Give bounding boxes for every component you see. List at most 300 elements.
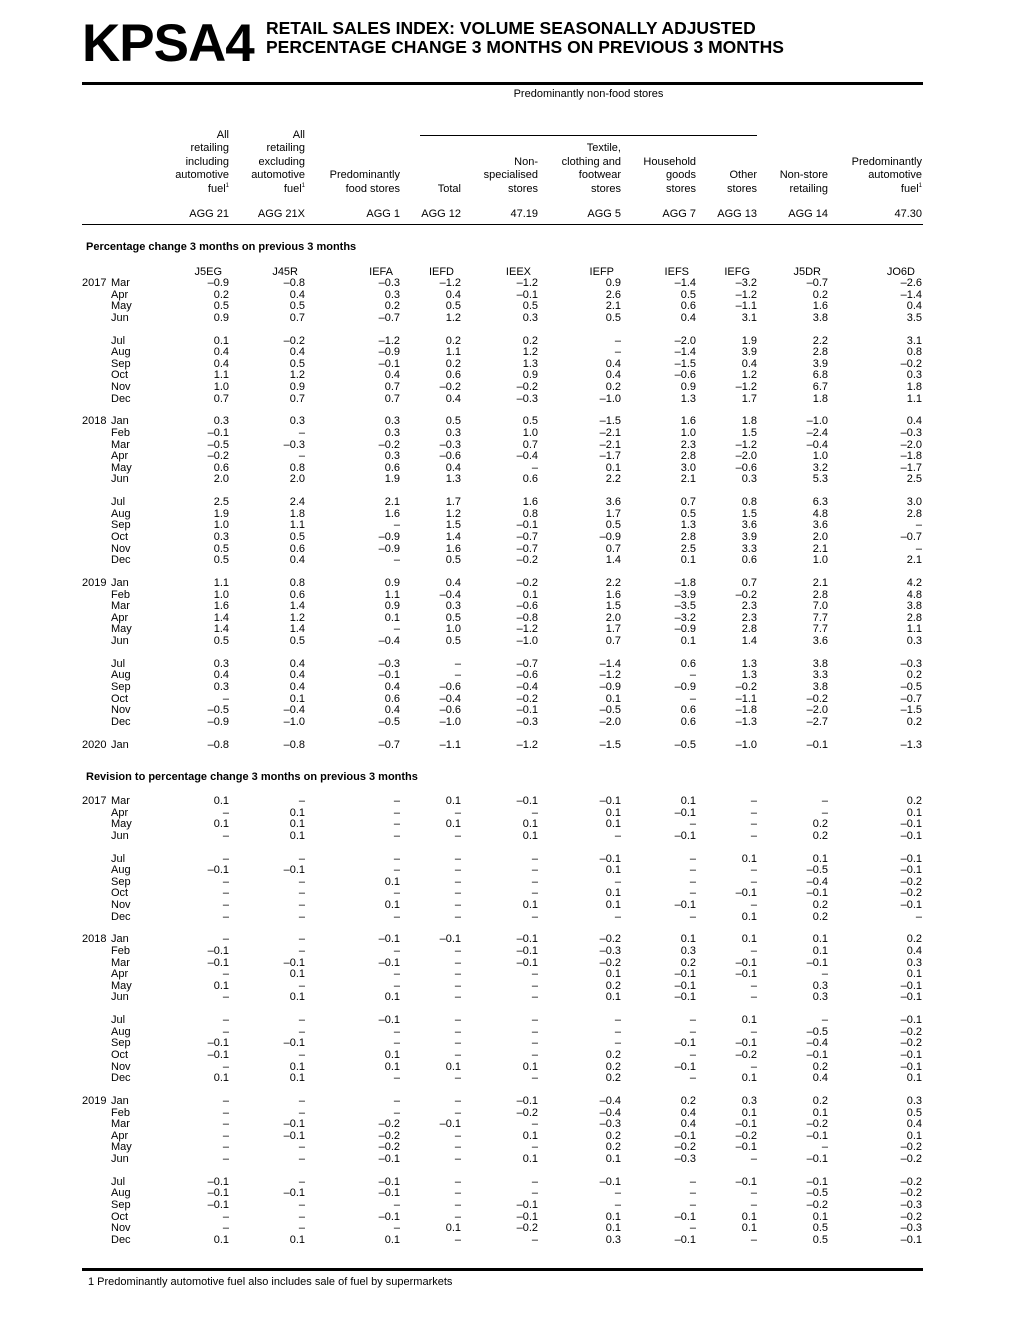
table-cell: –	[393, 1199, 400, 1211]
row-month: Oct	[111, 1049, 129, 1061]
table-cell: 2.8	[906, 507, 922, 520]
table-row	[82, 370, 923, 382]
column-header-line: goods	[666, 169, 696, 182]
table-row	[82, 969, 923, 981]
table-cell: 7.0	[812, 600, 828, 613]
table-row	[82, 981, 923, 993]
row-year: 2017	[82, 795, 107, 807]
table-cell: –2.0	[599, 715, 621, 728]
series-id: IEFA	[369, 266, 393, 278]
table-cell: –3.2	[674, 611, 696, 624]
table-cell: –0.1	[674, 899, 696, 911]
row-month: Feb	[111, 427, 130, 439]
table-cell: –0.7	[900, 692, 922, 705]
table-cell: 3.8	[812, 657, 828, 670]
table-row	[82, 509, 923, 521]
row-month: Nov	[111, 542, 131, 555]
table-cell: 3.8	[812, 311, 828, 324]
column-header-line: specialised	[483, 169, 538, 182]
table-cell: –	[222, 1153, 229, 1165]
table-cell: –	[222, 1095, 229, 1107]
row-year: 2017	[82, 277, 107, 289]
table-cell: –	[454, 968, 461, 981]
table-cell: –	[531, 461, 538, 474]
series-id: IEEX	[505, 266, 531, 278]
table-cell: 1.3	[680, 519, 696, 532]
table-cell: –	[222, 1014, 229, 1027]
row-year: 2019	[82, 577, 107, 589]
table-cell: 0.5	[906, 1106, 922, 1119]
table-cell: –0.3	[900, 657, 922, 670]
table-cell: –1.1	[735, 300, 757, 313]
table-cell: –	[689, 818, 696, 831]
table-cell: –	[750, 829, 757, 842]
table-cell: –	[750, 795, 757, 807]
row-year: 2018	[82, 415, 107, 428]
table-cell: –0.1	[283, 864, 305, 877]
table-cell: 0.2	[812, 899, 828, 911]
table-cell: 1.4	[741, 635, 757, 647]
row-month: Jul	[111, 334, 126, 347]
table-cell: –1.8	[674, 577, 696, 589]
table-cell: –0.2	[599, 933, 621, 946]
table-cell: 0.4	[445, 392, 461, 405]
row-month: Jan	[111, 415, 129, 428]
table-cell: 0.1	[289, 829, 305, 842]
table-cell: –	[298, 910, 305, 923]
table-cell: 1.0	[812, 450, 828, 463]
table-row	[82, 451, 923, 463]
table-row	[82, 900, 923, 912]
table-cell: –0.2	[516, 381, 538, 393]
table-cell: –	[689, 692, 696, 705]
table-cell: –0.9	[378, 531, 400, 543]
table-cell: 0.3	[522, 311, 538, 324]
aggregation-code: AGG 21X	[257, 208, 305, 220]
table-cell: –	[689, 1072, 696, 1085]
table-cell: –	[531, 1025, 538, 1038]
table-cell: 0.5	[680, 288, 696, 301]
table-cell: –0.1	[516, 1199, 538, 1211]
table-cell: 0.1	[812, 945, 828, 957]
table-cell: –1.2	[516, 623, 538, 636]
table-cell: 1.5	[445, 519, 461, 532]
series-id: IEFP	[589, 266, 614, 278]
table-cell: 0.4	[906, 945, 922, 957]
table-cell: –0.1	[900, 991, 922, 1004]
table-cell: –	[531, 875, 538, 888]
table-cell: –1.2	[516, 277, 538, 289]
table-cell: 2.1	[812, 577, 828, 589]
column-header	[780, 100, 828, 196]
table-cell: –0.1	[735, 968, 757, 981]
table-cell: –2.0	[806, 704, 828, 717]
table-cell: –0.2	[378, 1129, 400, 1142]
table-cell: –0.3	[439, 438, 461, 451]
table-cell: –0.6	[439, 681, 461, 693]
table-cell: 1.9	[741, 334, 757, 347]
column-header-line: clothing and	[561, 155, 621, 168]
table-cell: –0.5	[378, 715, 400, 728]
column-header	[852, 100, 922, 196]
table-cell: –1.0	[516, 635, 538, 647]
table-cell: 0.3	[906, 635, 922, 647]
table-cell: 0.5	[213, 300, 229, 313]
table-cell: 0.4	[906, 300, 922, 313]
table-cell: –	[614, 1199, 621, 1211]
series-id: J5EG	[194, 266, 222, 278]
table-cell: –0.2	[599, 956, 621, 969]
table-cell: 0.5	[605, 311, 621, 324]
table-cell: –0.1	[900, 818, 922, 831]
table-cell: –0.1	[806, 738, 828, 751]
table-cell: –0.7	[806, 277, 828, 289]
table-cell: –0.7	[378, 738, 400, 751]
table-cell: 2.0	[605, 611, 621, 624]
table-cell: 0.1	[741, 1210, 757, 1223]
row-month: Nov	[111, 1222, 131, 1235]
table-row	[82, 474, 923, 486]
table-cell: –1.0	[283, 715, 305, 728]
row-month: Feb	[111, 945, 130, 957]
table-cell: 0.1	[384, 875, 400, 888]
table-cell: –	[393, 1095, 400, 1107]
row-month: Jan	[111, 933, 129, 946]
table-cell: 0.4	[812, 1072, 828, 1085]
column-header-line: stores	[666, 182, 696, 195]
table-cell: 0.7	[289, 392, 305, 405]
table-cell: 1.0	[213, 588, 229, 601]
table-cell: –0.7	[516, 542, 538, 555]
row-month: Sep	[111, 357, 131, 370]
column-header-line: Total	[437, 182, 461, 195]
table-cell: 0.5	[289, 300, 305, 313]
table-cell: 1.5	[605, 600, 621, 613]
table-cell: 0.4	[906, 415, 922, 428]
table-cell: 0.1	[741, 1106, 757, 1119]
table-cell: –0.6	[735, 461, 757, 474]
row-month: Sep	[111, 1199, 131, 1211]
table-cell: –0.1	[806, 887, 828, 900]
table-cell: 1.7	[445, 496, 461, 509]
table-cell: 6.7	[812, 381, 828, 393]
table-cell: –0.1	[806, 1129, 828, 1142]
table-cell: –0.1	[674, 979, 696, 992]
table-cell: –	[393, 910, 400, 923]
table-cell: –0.3	[900, 1199, 922, 1211]
column-header	[727, 100, 757, 196]
table-cell: –0.2	[516, 554, 538, 567]
table-cell: 0.3	[213, 681, 229, 693]
table-cell: –0.3	[900, 427, 922, 439]
table-cell: 0.3	[605, 1233, 621, 1246]
table-cell: 0.3	[213, 415, 229, 428]
table-cell: 3.9	[812, 357, 828, 370]
table-cell: 0.8	[906, 346, 922, 359]
table-cell: 1.0	[812, 554, 828, 567]
table-cell: –	[454, 1014, 461, 1027]
table-row	[82, 301, 923, 313]
column-header-line: Household	[643, 155, 696, 168]
table-cell: –0.1	[599, 795, 621, 807]
table-cell: –	[821, 1014, 828, 1027]
table-cell: –0.2	[674, 1141, 696, 1154]
title-line-2: PERCENTAGE CHANGE 3 MONTHS ON PREVIOUS 3 MONTHS	[266, 37, 784, 57]
table-cell: 1.6	[605, 588, 621, 601]
table-cell: 0.8	[522, 507, 538, 520]
table-cell: –	[689, 910, 696, 923]
table-cell: –0.3	[516, 715, 538, 728]
table-cell: 0.9	[384, 577, 400, 589]
aggregation-code: AGG 1	[366, 208, 400, 220]
table-cell: –0.7	[516, 531, 538, 543]
table-row	[82, 1131, 923, 1143]
table-cell: 1.8	[289, 507, 305, 520]
series-id: IEFS	[664, 266, 689, 278]
table-cell: 2.5	[680, 542, 696, 555]
table-cell: 0.1	[522, 899, 538, 911]
table-cell: 0.1	[522, 1153, 538, 1165]
table-cell: 0.2	[812, 1095, 828, 1107]
column-header-line: Textile,	[586, 142, 621, 155]
column-header-line-wrap	[852, 183, 922, 196]
table-cell: 0.6	[213, 461, 229, 474]
row-month: Oct	[111, 692, 129, 705]
table-cell: 0.4	[289, 346, 305, 359]
table-cell: 1.5	[741, 507, 757, 520]
table-cell: –	[222, 1141, 229, 1154]
table-cell: –	[750, 945, 757, 957]
table-row	[82, 1223, 923, 1235]
table-cell: –1.2	[599, 669, 621, 682]
column-header-line: Predominantly	[329, 169, 400, 182]
table-cell: –	[915, 519, 922, 532]
table-row	[82, 601, 923, 613]
table-row	[82, 1200, 923, 1212]
table-cell: –	[222, 1129, 229, 1142]
table-cell: –	[915, 542, 922, 555]
table-cell: –3.5	[674, 600, 696, 613]
table-cell: 0.3	[384, 450, 400, 463]
table-cell: –0.2	[806, 1199, 828, 1211]
table-cell: –0.4	[806, 1037, 828, 1050]
table-cell: –0.2	[283, 334, 305, 347]
table-cell: 0.6	[522, 473, 538, 486]
table-cell: –	[821, 806, 828, 819]
table-cell: –2.0	[900, 438, 922, 451]
table-cell: –0.9	[599, 531, 621, 543]
table-cell: –	[222, 1210, 229, 1223]
table-cell: 0.4	[445, 288, 461, 301]
table-cell: –0.2	[735, 588, 757, 601]
table-cell: 2.3	[741, 611, 757, 624]
table-cell: –	[614, 910, 621, 923]
row-month: Jul	[111, 496, 126, 509]
aggregation-code: AGG 14	[788, 208, 828, 220]
row-month: May	[111, 1141, 132, 1154]
table-cell: 0.3	[906, 369, 922, 382]
table-cell: 1.1	[289, 519, 305, 532]
table-cell: –0.4	[599, 1095, 621, 1107]
table-cell: –	[222, 692, 229, 705]
series-id: JO6D	[886, 266, 915, 278]
table-cell: 0.1	[445, 795, 461, 807]
table-cell: 1.7	[605, 623, 621, 636]
table-row	[82, 912, 923, 924]
table-cell: 1.3	[741, 657, 757, 670]
row-month: Apr	[111, 611, 129, 624]
table-row	[82, 278, 923, 290]
table-cell: –0.7	[900, 531, 922, 543]
table-cell: –0.5	[806, 1187, 828, 1200]
table-cell: –	[393, 1106, 400, 1119]
table-cell: –0.3	[599, 1118, 621, 1131]
table-cell: –	[298, 1014, 305, 1027]
table-row	[82, 877, 923, 889]
table-cell: 0.4	[445, 577, 461, 589]
row-year: 2020	[82, 738, 107, 751]
row-month: May	[111, 979, 132, 992]
table-cell: –	[454, 806, 461, 819]
table-cell: 6.3	[812, 496, 828, 509]
table-cell: 0.1	[289, 818, 305, 831]
table-cell: –	[531, 991, 538, 1004]
table-cell: 0.6	[445, 369, 461, 382]
table-cell: 1.2	[522, 346, 538, 359]
table-cell: –0.1	[516, 956, 538, 969]
table-cell: –0.2	[516, 1222, 538, 1235]
table-cell: –0.1	[378, 1175, 400, 1188]
table-cell: –0.1	[283, 1187, 305, 1200]
column-header-line: retailing	[789, 182, 828, 195]
table-cell: 0.2	[812, 910, 828, 923]
table-cell: –0.5	[599, 704, 621, 717]
table-row	[82, 382, 923, 394]
footnote-marker: 1	[225, 182, 229, 189]
table-cell: –	[750, 991, 757, 1004]
column-header	[175, 100, 229, 196]
row-month: Aug	[111, 864, 131, 877]
table-cell: –	[689, 887, 696, 900]
row-month: Mar	[111, 438, 130, 451]
table-cell: –	[614, 346, 621, 359]
table-cell: 6.8	[812, 369, 828, 382]
column-header-line: All	[292, 128, 305, 141]
row-month: Sep	[111, 519, 131, 532]
table-cell: 0.2	[812, 829, 828, 842]
table-cell: 0.4	[213, 669, 229, 682]
table-cell: 0.4	[680, 311, 696, 324]
table-row	[82, 1108, 923, 1120]
table-cell: 2.4	[289, 496, 305, 509]
table-cell: 1.6	[522, 496, 538, 509]
table-cell: 0.2	[680, 956, 696, 969]
table-cell: 1.0	[213, 381, 229, 393]
table-cell: –0.4	[599, 1106, 621, 1119]
table-cell: –0.2	[516, 1106, 538, 1119]
table-cell: –0.1	[674, 1210, 696, 1223]
column-header-line: Non-store	[779, 169, 828, 182]
table-cell: –0.9	[599, 681, 621, 693]
table-cell: –0.1	[674, 1060, 696, 1073]
table-cell: 0.1	[289, 1072, 305, 1085]
table-cell: 0.9	[213, 311, 229, 324]
table-cell: –2.6	[900, 277, 922, 289]
table-cell: –	[298, 979, 305, 992]
table-cell: 2.1	[906, 554, 922, 567]
table-cell: 1.2	[289, 611, 305, 624]
table-cell: 3.0	[906, 496, 922, 509]
column-header	[484, 100, 538, 196]
table-cell: –	[454, 1141, 461, 1154]
table-cell: –0.8	[207, 738, 229, 751]
table-cell: –1.4	[900, 288, 922, 301]
table-cell: –0.1	[207, 1037, 229, 1050]
table-cell: –0.1	[900, 899, 922, 911]
table-cell: 7.7	[812, 611, 828, 624]
table-cell: –0.1	[674, 968, 696, 981]
table-cell: –0.1	[900, 1014, 922, 1027]
table-cell: 1.4	[289, 623, 305, 636]
table-cell: –0.2	[806, 1118, 828, 1131]
table-cell: –0.2	[900, 1187, 922, 1200]
table-row	[82, 555, 923, 567]
table-cell: 1.5	[741, 427, 757, 439]
table-cell: 2.3	[741, 600, 757, 613]
table-cell: 2.8	[812, 588, 828, 601]
table-cell: 3.8	[906, 600, 922, 613]
table-cell: 0.5	[445, 415, 461, 428]
table-cell: 2.1	[384, 496, 400, 509]
table-cell: 0.1	[605, 864, 621, 877]
table-row	[82, 831, 923, 843]
column-header-line: including	[185, 155, 229, 168]
table-cell: –2.1	[599, 438, 621, 451]
column-header-line: stores	[727, 182, 757, 195]
table-cell: –0.1	[283, 956, 305, 969]
table-cell: –0.1	[516, 1210, 538, 1223]
table-cell: –	[531, 1049, 538, 1061]
table-cell: 0.1	[741, 852, 757, 865]
table-cell: –0.1	[900, 1233, 922, 1246]
series-id: IEFG	[724, 266, 750, 278]
row-month: Jul	[111, 1175, 126, 1188]
table-cell: –0.3	[378, 657, 400, 670]
table-cell: –0.2	[439, 381, 461, 393]
table-cell: –0.1	[207, 1199, 229, 1211]
table-cell: 0.1	[605, 1210, 621, 1223]
table-cell: –0.1	[806, 1153, 828, 1165]
table-cell: 0.4	[445, 461, 461, 474]
table-cell: –	[298, 1141, 305, 1154]
row-month: Apr	[111, 806, 129, 819]
table-cell: 0.8	[289, 461, 305, 474]
table-cell: 3.9	[741, 346, 757, 359]
table-cell: –0.1	[439, 1118, 461, 1131]
row-month: Jan	[111, 1095, 129, 1107]
table-cell: –0.1	[735, 1175, 757, 1188]
table-cell: –	[614, 1014, 621, 1027]
table-row	[82, 1142, 923, 1154]
table-cell: 0.7	[213, 392, 229, 405]
table-cell: –	[454, 875, 461, 888]
table-cell: –	[689, 1025, 696, 1038]
table-cell: –0.2	[900, 1141, 922, 1154]
table-cell: –0.1	[674, 991, 696, 1004]
table-cell: 0.1	[680, 795, 696, 807]
table-cell: –	[531, 1072, 538, 1085]
group-header-non-food: Predominantly non-food stores	[513, 88, 664, 100]
